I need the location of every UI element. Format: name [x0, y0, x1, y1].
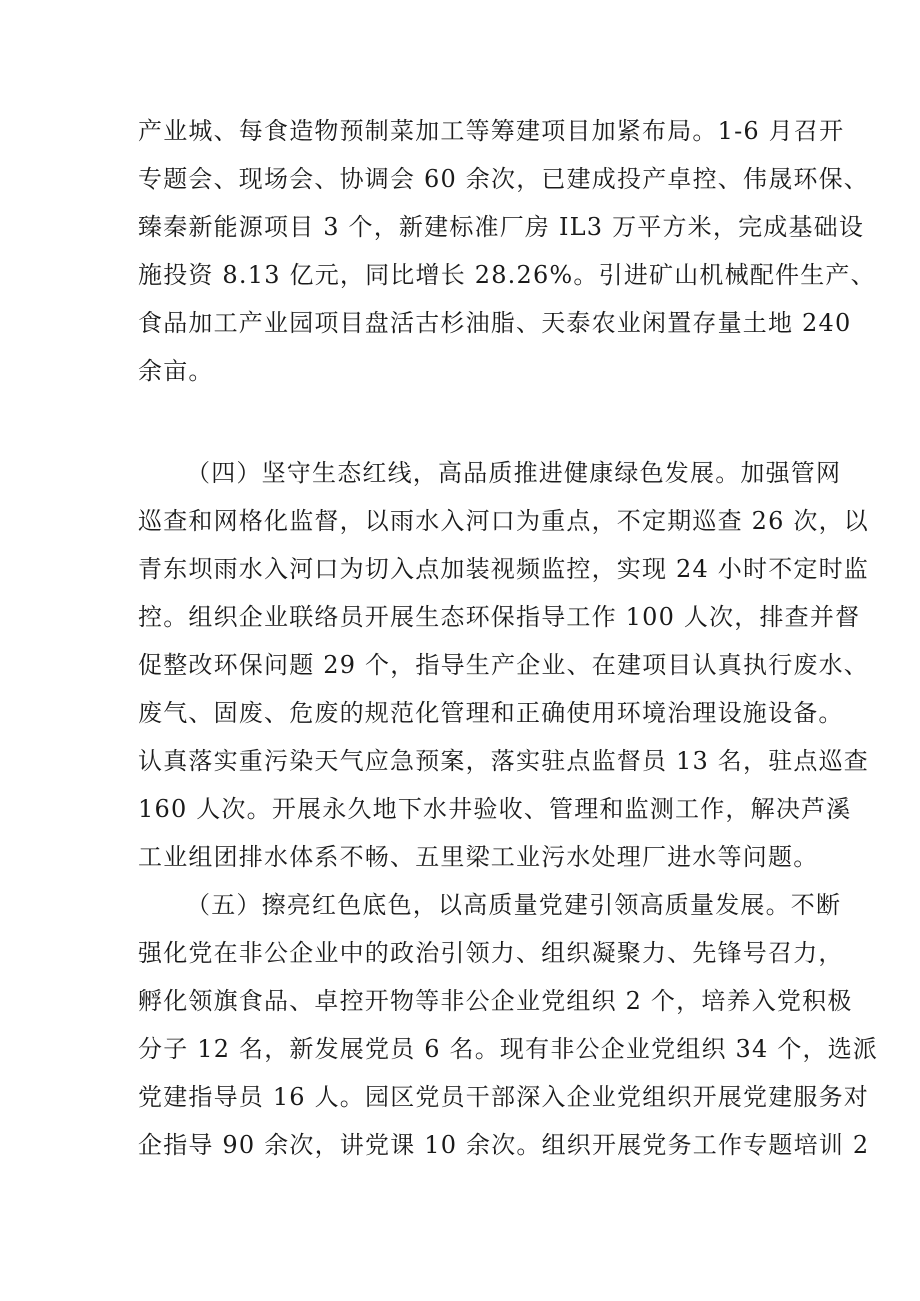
paragraph-2-line-4: 控。组织企业联络员开展生态环保指导工作 100 人次，排查并督 [138, 603, 861, 631]
paragraph-3-line-5: 党建指导员 16 人。园区党员干部深入企业党组织开展党建服务对 [138, 1083, 869, 1111]
paragraph-2-line-6: 废气、固废、危废的规范化管理和正确使用环境治理设施设备。 [138, 699, 844, 727]
paragraph-1-line-5: 食品加工产业园项目盘活古杉油脂、天泰农业闲置存量土地 240 [138, 309, 852, 337]
paragraph-1-line-1: 产业城、每食造物预制菜加工等筹建项目加紧布局。1-6 月召开 [138, 117, 845, 145]
paragraph-3-line-3: 孵化领旗食品、卓控开物等非公企业党组织 2 个，培养入党积极 [138, 987, 853, 1015]
paragraph-2-line-3: 青东坝雨水入河口为切入点加装视频监控，实现 24 小时不定时监 [138, 555, 869, 583]
paragraph-1-line-6: 余亩。 [138, 357, 214, 385]
paragraph-2-line-8: 160 人次。开展永久地下水井验收、管理和监测工作，解决芦溪 [138, 795, 852, 823]
paragraph-1-line-3: 臻秦新能源项目 3 个，新建标准厂房 IL3 万平方米，完成基础设 [138, 213, 865, 241]
paragraph-2-line-5: 促整改环保问题 29 个，指导生产企业、在建项目认真执行废水、 [138, 651, 869, 679]
paragraph-2-line-9: 工业组团排水体系不畅、五里梁工业污水处理厂进水等问题。 [138, 843, 819, 871]
paragraph-3-line-2: 强化党在非公企业中的政治引领力、组织凝聚力、先锋号召力， [138, 939, 844, 967]
paragraph-2-line-7: 认真落实重污染天气应急预案，落实驻点监督员 13 名，驻点巡查 [138, 747, 869, 775]
paragraph-3-line-4: 分子 12 名，新发展党员 6 名。现有非公企业党组织 34 个，选派 [138, 1035, 879, 1063]
paragraph-2-line-2: 巡查和网格化监督，以雨水入河口为重点，不定期巡查 26 次，以 [138, 507, 869, 535]
paragraph-1-line-2: 专题会、现场会、协调会 60 余次，已建成投产卓控、伟晟环保、 [138, 165, 869, 193]
paragraph-3-line-1: （五）擦亮红色底色，以高质量党建引领高质量发展。不断 [186, 891, 842, 919]
paragraph-1-line-4: 施投资 8.13 亿元，同比增长 28.26%。引进矿山机械配件生产、 [138, 261, 876, 289]
paragraph-3-line-6: 企指导 90 余次，讲党课 10 余次。组织开展党务工作专题培训 2 [138, 1131, 870, 1159]
paragraph-2-line-1: （四）坚守生态红线，高品质推进健康绿色发展。加强管网 [186, 459, 842, 487]
